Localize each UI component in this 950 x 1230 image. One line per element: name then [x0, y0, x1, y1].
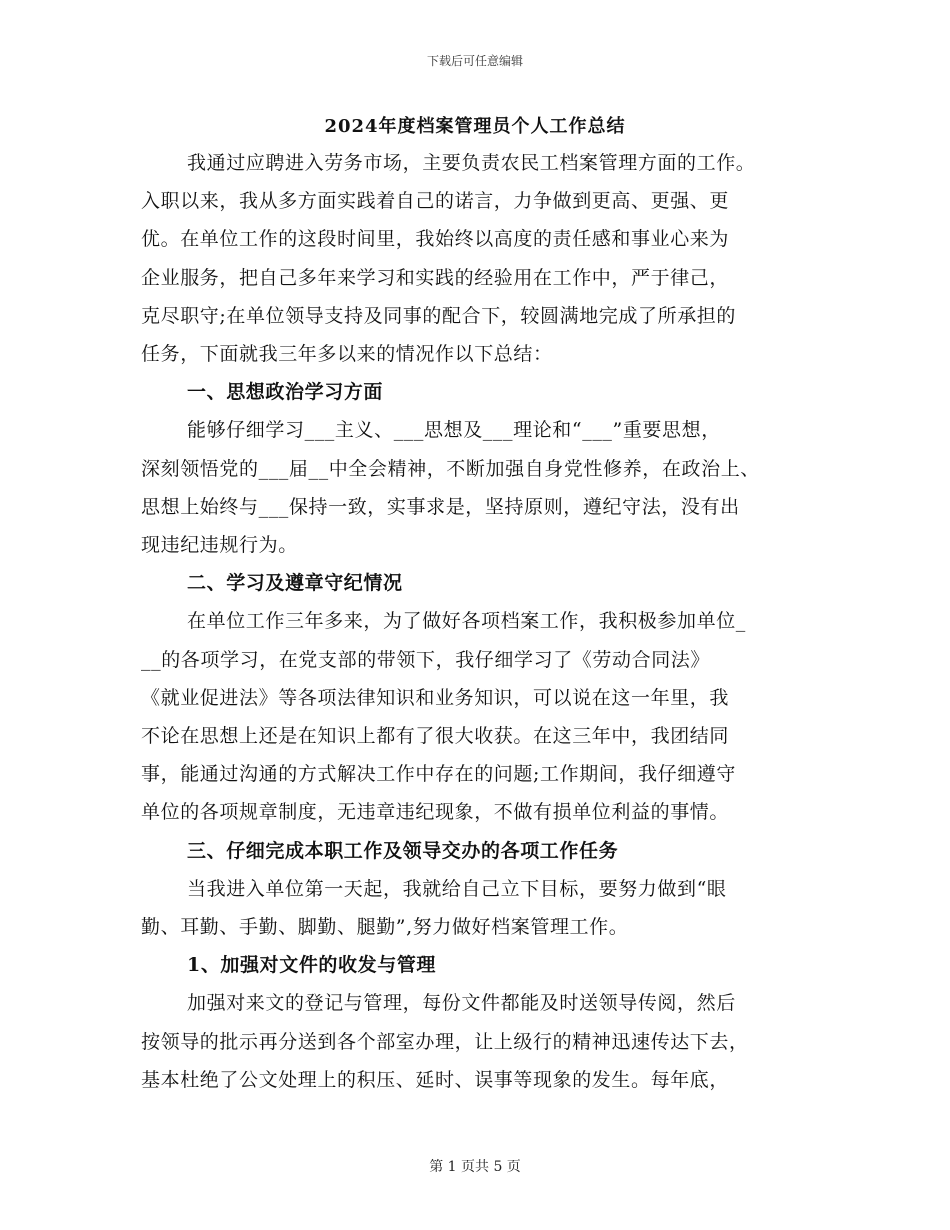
body-line: 加强对来文的登记与管理，每份文件都能及时送领导传阅，然后 — [187, 992, 736, 1015]
body-line: __的各项学习，在党支部的带领下，我仔细学习了《劳动合同法》 — [141, 648, 711, 671]
document-title: 2024年度档案管理员个人工作总结 — [324, 116, 626, 137]
body-line: 不论在思想上还是在知识上都有了很大收获。在这三年中，我团结同 — [141, 725, 730, 747]
body-line: 能够仔细学习___主义、___思想及___理论和“___”重要思想， — [187, 419, 721, 442]
body-line: 单位的各项规章制度，无违章违纪现象，不做有损单位利益的事情。 — [141, 801, 730, 824]
body-line: 克尽职守;在单位领导支持及同事的配合下，较圆满地完成了所承担的 — [141, 304, 737, 327]
body-line: 基本杜绝了公文处理上的积压、延时、误事等现象的发生。每年底， — [141, 1068, 730, 1091]
section-heading: 1、加强对文件的收发与管理 — [187, 954, 437, 977]
section-heading: 三、仔细完成本职工作及领导交办的各项工作任务 — [187, 839, 619, 862]
page-footer: 第 1 页共 5 页 — [429, 1159, 521, 1175]
body-line: 入职以来，我从多方面实践着自己的诺言，力争做到更高、更强、更 — [141, 190, 730, 213]
section-heading: 一、思想政治学习方面 — [187, 381, 384, 404]
body-line: 深刻领悟党的___届__中全会精神，不断加强自身党性修养，在政治上、 — [141, 457, 760, 480]
section-heading: 二、学习及遵章守纪情况 — [187, 572, 403, 595]
body-line: 现违纪违规行为。 — [141, 534, 298, 556]
body-line: 在单位工作三年多来，为了做好各项档案工作，我积极参加单位_ — [187, 610, 746, 633]
body-line: 优。在单位工作的这段时间里，我始终以高度的责任感和事业心来为 — [141, 228, 730, 251]
body-line: 事，能通过沟通的方式解决工作中存在的问题;工作期间，我仔细遵守 — [141, 763, 737, 786]
body-line: 按领导的批示再分送到各个部室办理，让上级行的精神迅速传达下去， — [141, 1030, 749, 1053]
body-line: 我通过应聘进入劳务市场，主要负责农民工档案管理方面的工作。 — [187, 152, 756, 174]
body-line: 思想上始终与___保持一致，实事求是，坚持原则，遵纪守法，没有出 — [141, 495, 740, 518]
page-header: 下载后可任意编辑 — [426, 54, 523, 68]
body-line: 当我进入单位第一天起，我就给自己立下目标，要努力做到“眼 — [187, 877, 727, 900]
body-line: 企业服务，把自己多年来学习和实践的经验用在工作中，严于律己， — [141, 266, 730, 289]
body-line: 任务，下面就我三年多以来的情况作以下总结： — [141, 343, 553, 365]
body-line: 《就业促进法》等各项法律知识和业务知识，可以说在这一年里，我 — [141, 686, 730, 709]
body-line: 勤、耳勤、手勤、脚勤、腿勤”,努力做好档案管理工作。 — [141, 916, 629, 938]
